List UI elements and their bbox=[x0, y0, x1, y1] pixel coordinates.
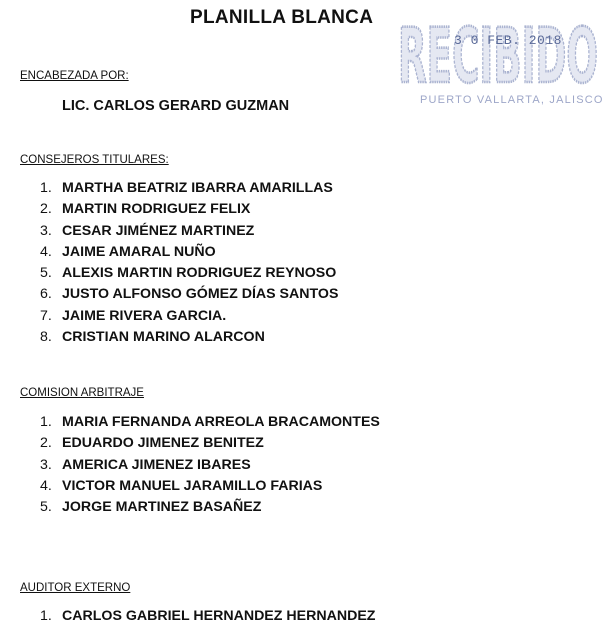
stamp-date: 3 0 FEB. 2018 bbox=[454, 33, 562, 48]
list-item: 1. CARLOS GABRIEL HERNANDEZ HERNANDEZ bbox=[40, 608, 376, 624]
list-auditor bbox=[40, 606, 375, 627]
received-stamp-word bbox=[396, 0, 601, 96]
section-label-comision: COMISION ARBITRAJE bbox=[20, 387, 144, 399]
section-label-auditor: AUDITOR EXTERNO bbox=[20, 582, 131, 594]
list-item: 4. VICTOR MANUEL JARAMILLO FARIAS bbox=[40, 477, 323, 494]
document-title: PLANILLA BLANCA bbox=[190, 7, 374, 28]
stamp-city: PUERTO VALLARTA, JALISCO bbox=[420, 94, 604, 106]
head-name: LIC. CARLOS GERARD GUZMAN bbox=[62, 98, 290, 114]
list-item: 3. CESAR JIMÉNEZ MARTINEZ bbox=[40, 222, 255, 239]
list-item: 4. JAIME AMARAL NUÑO bbox=[40, 243, 216, 260]
list-item: 8. CRISTIAN MARINO ALARCON bbox=[40, 329, 265, 346]
list-item: 3. AMERICA JIMENEZ IBARES bbox=[40, 456, 251, 473]
list-consejeros bbox=[40, 178, 338, 348]
list-item: 5. ALEXIS MARTIN RODRIGUEZ REYNOSO bbox=[40, 265, 337, 282]
list-item: 6. JUSTO ALFONSO GÓMEZ DÍAS SANTOS bbox=[40, 286, 339, 303]
list-comision bbox=[40, 412, 380, 518]
list-item: 1. MARTHA BEATRIZ IBARRA AMARILLAS bbox=[40, 180, 333, 196]
svg-text:RECIBIDO: RECIBIDO bbox=[398, 11, 598, 96]
section-label-consejeros: CONSEJEROS TITULARES: bbox=[20, 154, 169, 166]
head-label: ENCABEZADA POR: bbox=[20, 70, 129, 82]
svg-text:RECIBIDO: RECIBIDO bbox=[398, 11, 598, 96]
list-item: 2. MARTIN RODRIGUEZ FELIX bbox=[40, 201, 251, 218]
list-item: 7. JAIME RIVERA GARCIA. bbox=[40, 307, 227, 324]
list-item: 5. JORGE MARTINEZ BASAÑEZ bbox=[40, 499, 262, 516]
list-item: 1. MARIA FERNANDA ARREOLA BRACAMONTES bbox=[40, 414, 380, 430]
received-stamp bbox=[396, 0, 604, 112]
list-item: 2. EDUARDO JIMENEZ BENITEZ bbox=[40, 435, 264, 452]
